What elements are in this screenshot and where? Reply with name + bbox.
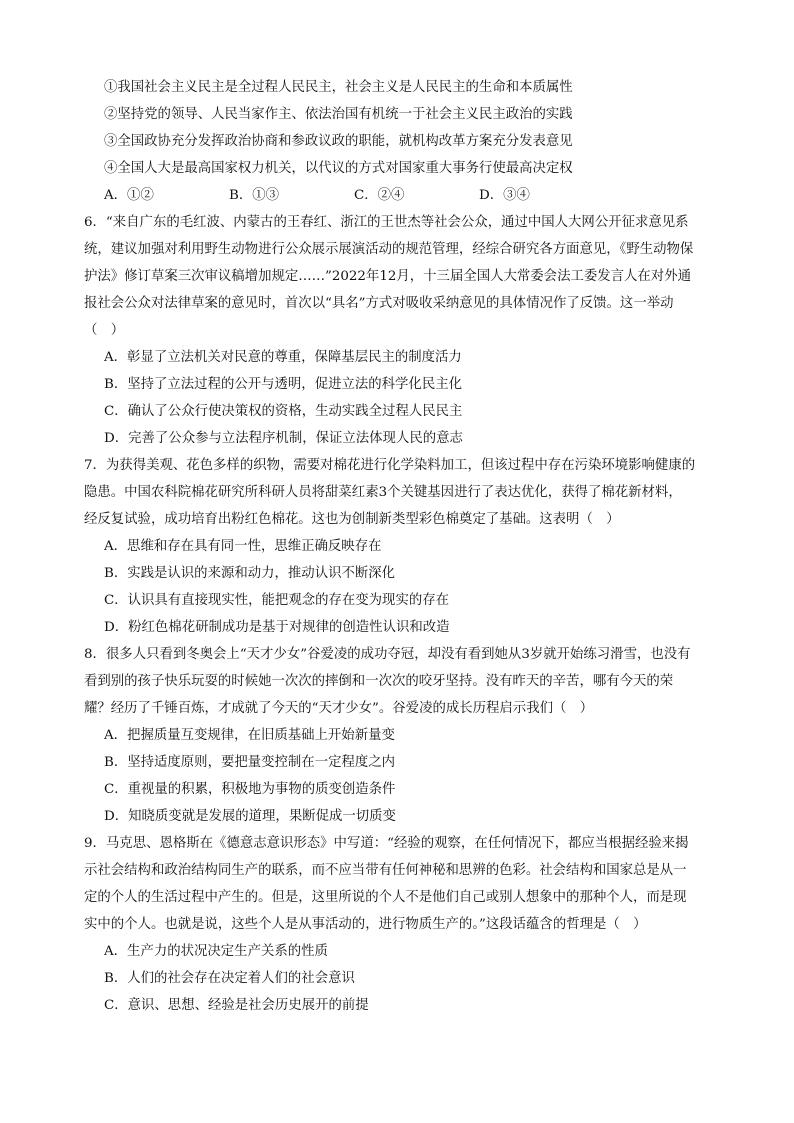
option-c: C．确认了公众行使决策权的资格，生动实践全过程人民民主 <box>104 404 463 419</box>
question-text: 看到别的孩子快乐玩耍的时候她一次次的摔倒和一次次的咬牙坚持。没有昨天的辛苦，哪有今天的荣 <box>84 674 674 689</box>
choice-c: C．②④ <box>354 188 405 203</box>
option-a: A．把握质量互变规律，在旧质基础上开始新量变 <box>104 728 395 743</box>
choice-a: A．①② <box>104 188 154 203</box>
question-text: 隐患。中国农科院棉花研究所科研人员将甜菜红素3个关键基因进行了表达优化，获得了棉花新材料， <box>84 485 682 500</box>
option-d: D．粉红色棉花研制成功是基于对规律的创造性认识和改造 <box>104 620 450 635</box>
question-6 <box>84 209 710 452</box>
option-b: B．坚持了立法过程的公开与透明，促进立法的科学化民主化 <box>104 377 462 392</box>
option-a: A．彰显了立法机关对民意的尊重，保障基层民主的制度活力 <box>104 350 462 365</box>
question-text: 定的个人的生活过程中产生的。但是，这里所说的个人不是他们自己或别人想象中的那种个人，而是现 <box>84 890 687 905</box>
question-text: 经反复试验，成功培育出粉红色棉花。这也为创制新类型彩色棉奠定了基础。这表明（ ） <box>84 512 620 527</box>
question-text: 实中的个人。也就是说，这些个人是从事活动的，进行物质生产的。”这段话蕴含的哲理是（ ） <box>84 917 647 932</box>
option-c: C．意识、思想、经验是社会历史展开的前提 <box>104 998 369 1013</box>
statement-2: ②坚持党的领导、人民当家作主、依法治国有机统一于社会主义民主政治的实践 <box>104 107 573 122</box>
option-a: A．思维和存在具有同一性，思维正确反映存在 <box>104 539 382 554</box>
option-b: B．人们的社会存在决定着人们的社会意识 <box>104 971 355 986</box>
option-d: D．完善了公众参与立法程序机制，保证立法体现人民的意志 <box>104 431 463 446</box>
question-text: 8．很多人只看到冬奥会上“天才少女”谷爱凌的成功夺冠，却没有看到她从3岁就开始练习滑雪，也没有 <box>84 647 691 662</box>
question-text: 报社会公众对法律草案的意见时，首次以“具名”方式对吸收采纳意见的具体情况作了反馈。这一举动 <box>84 296 674 311</box>
option-a: A．生产力的状况决定生产关系的性质 <box>104 944 328 959</box>
choice-d: D．③④ <box>479 188 530 203</box>
question-text: 护法》修订草案三次审议稿增加规定……”2022年12月，十三届全国人大常委会法工委发言人在对外通 <box>84 269 691 284</box>
option-b: B．坚持适度原则，要把量变控制在一定程度之内 <box>104 755 396 770</box>
answer-blank: （ ） <box>84 323 125 338</box>
question-text: 统，建议加强对利用野生动物进行公众展示展演活动的规范管理，经综合研究各方面意见，《野生动物保 <box>84 242 694 257</box>
statement-1: ①我国社会主义民主是全过程人民民主，社会主义是人民民主的生命和本质属性 <box>104 80 573 95</box>
question-9 <box>84 830 710 1019</box>
question-8 <box>84 641 710 830</box>
question-5 <box>84 74 710 209</box>
option-d: D．知晓质变就是发展的道理，果断促成一切质变 <box>104 809 396 824</box>
question-text: 6．“来自广东的毛红波、内蒙古的王春红、浙江的王世杰等社会公众，通过中国人大网公开征求意见系 <box>84 215 689 230</box>
question-7 <box>84 452 710 641</box>
option-b: B．实践是认识的来源和动力，推动认识不断深化 <box>104 566 396 581</box>
question-text: 耀？经历了千锤百炼，才成就了今天的“天才少女”。谷爱凌的成长历程启示我们（ ） <box>84 701 594 716</box>
statement-3: ③全国政协充分发挥政治协商和参政议政的职能，就机构改革方案充分发表意见 <box>104 134 573 149</box>
statement-4: ④全国人大是最高国家权力机关，以代议的方式对国家重大事务行使最高决定权 <box>104 161 573 176</box>
question-text: 9．马克思、恩格斯在《德意志意识形态》中写道：“经验的观察，在任何情况下，都应当根据经验来揭 <box>84 836 689 851</box>
choice-row <box>84 182 710 209</box>
question-text: 7．为获得美观、花色多样的织物，需要对棉花进行化学染料加工，但该过程中存在污染环境影响健康的 <box>84 458 696 473</box>
choice-b: B．①③ <box>229 188 280 203</box>
question-text: 示社会结构和政治结构同生产的联系，而不应当带有任何神秘和思辨的色彩。社会结构和国家总是从一 <box>84 863 687 878</box>
option-c: C．重视量的积累，积极地为事物的质变创造条件 <box>104 782 396 797</box>
option-c: C．认识具有直接现实性，能把观念的存在变为现实的存在 <box>104 593 450 608</box>
